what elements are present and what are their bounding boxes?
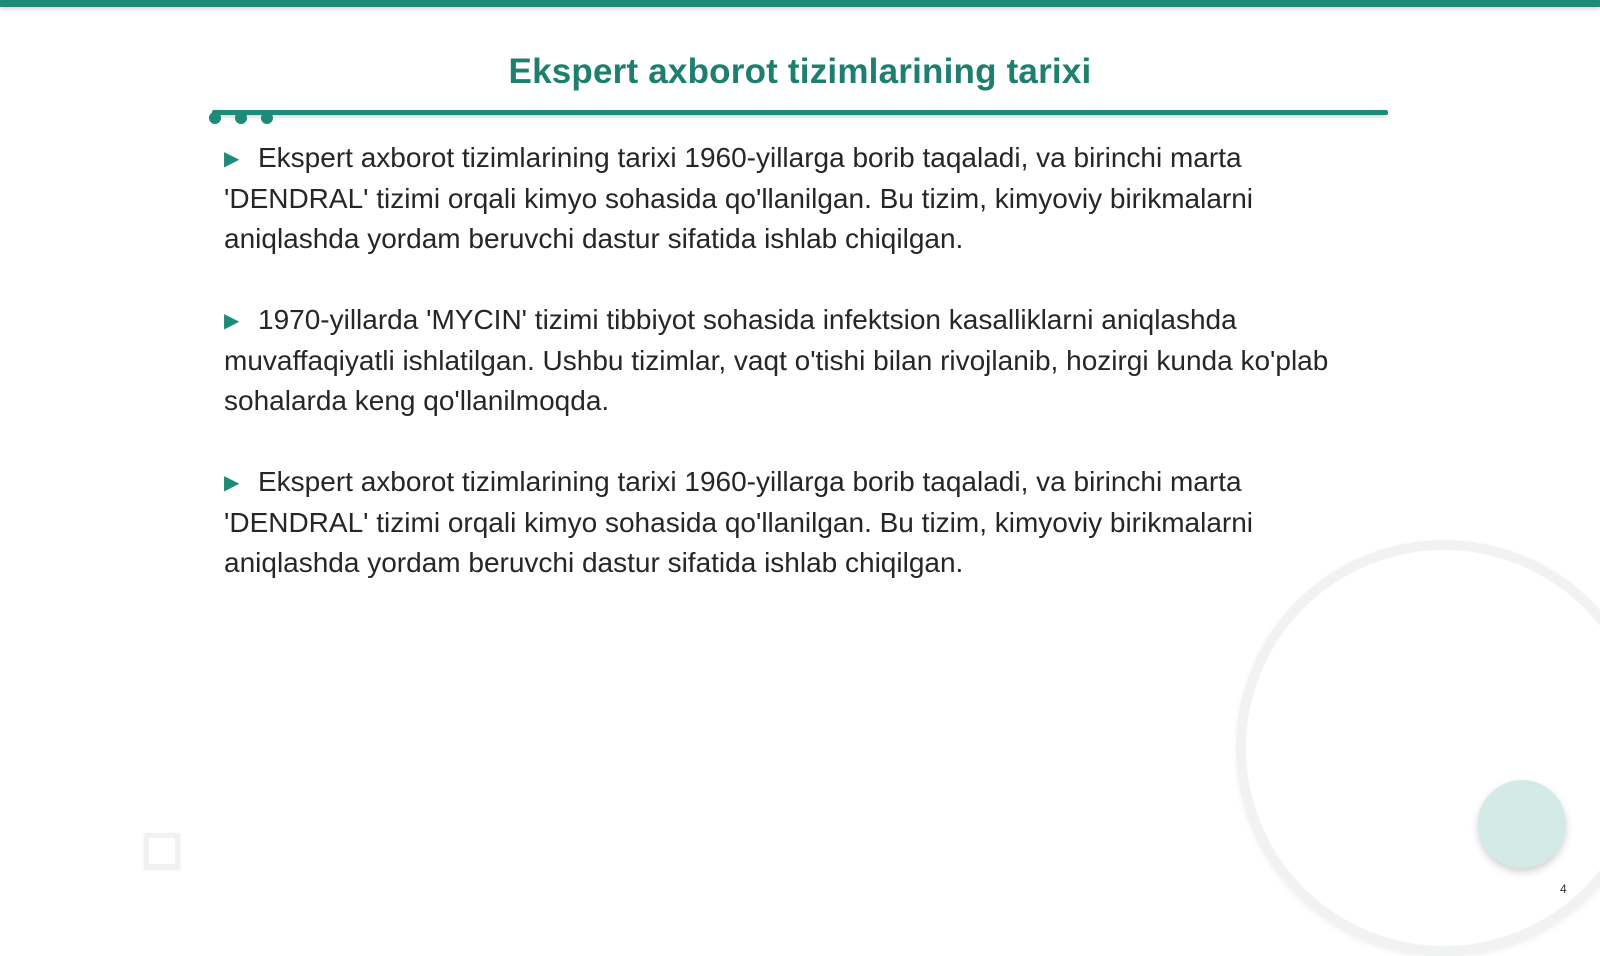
bullet-paragraph [224,462,1354,583]
bullet-paragraph [224,138,1354,259]
play-triangle-icon: ▶ [224,472,240,494]
title-underline [212,110,1388,115]
paragraph-text: Ekspert axborot tizimlarining tarixi 1960-yillarga borib taqaladi, va birinchi marta 'DENDRAL' tizimi orqali kimyo sohasida qo'llanilgan. Bu tizim, kimyoviy birikmalarni aniqlashda yordam beruvchi dastur sifatida ishlab chiqilgan. [224,142,1254,254]
play-triangle-icon: ▶ [224,148,240,170]
paragraph-text: Ekspert axborot tizimlarining tarixi 1960-yillarga borib taqaladi, va birinchi marta 'DENDRAL' tizimi orqali kimyo sohasida qo'llanilgan. Bu tizim, kimyoviy birikmalarni aniqlashda yordam beruvchi dastur sifatida ishlab chiqilgan. [224,466,1254,578]
decorative-circle [1478,780,1566,868]
top-accent-bar [0,0,1600,7]
decorative-dot [261,112,273,124]
decorative-dot [209,112,221,124]
paragraph-text: 1970-yillarda 'MYCIN' tizimi tibbiyot sohasida infektsion kasalliklarni aniqlashda muvaffaqiyatli ishlatilgan. Ushbu tizimlar, vaqt o'tishi bilan rivojlanib, hozirgi kunda ko'plab sohalarda keng qo'llanilmoqda. [224,304,1329,416]
slide-body [224,138,1354,624]
decorative-square [144,833,180,869]
page-number: 4 [1560,882,1567,896]
play-triangle-icon: ▶ [224,310,240,332]
decorative-dot [235,112,247,124]
bullet-paragraph [224,300,1354,421]
slide-title: Ekspert axborot tizimlarining tarixi [508,52,1092,91]
